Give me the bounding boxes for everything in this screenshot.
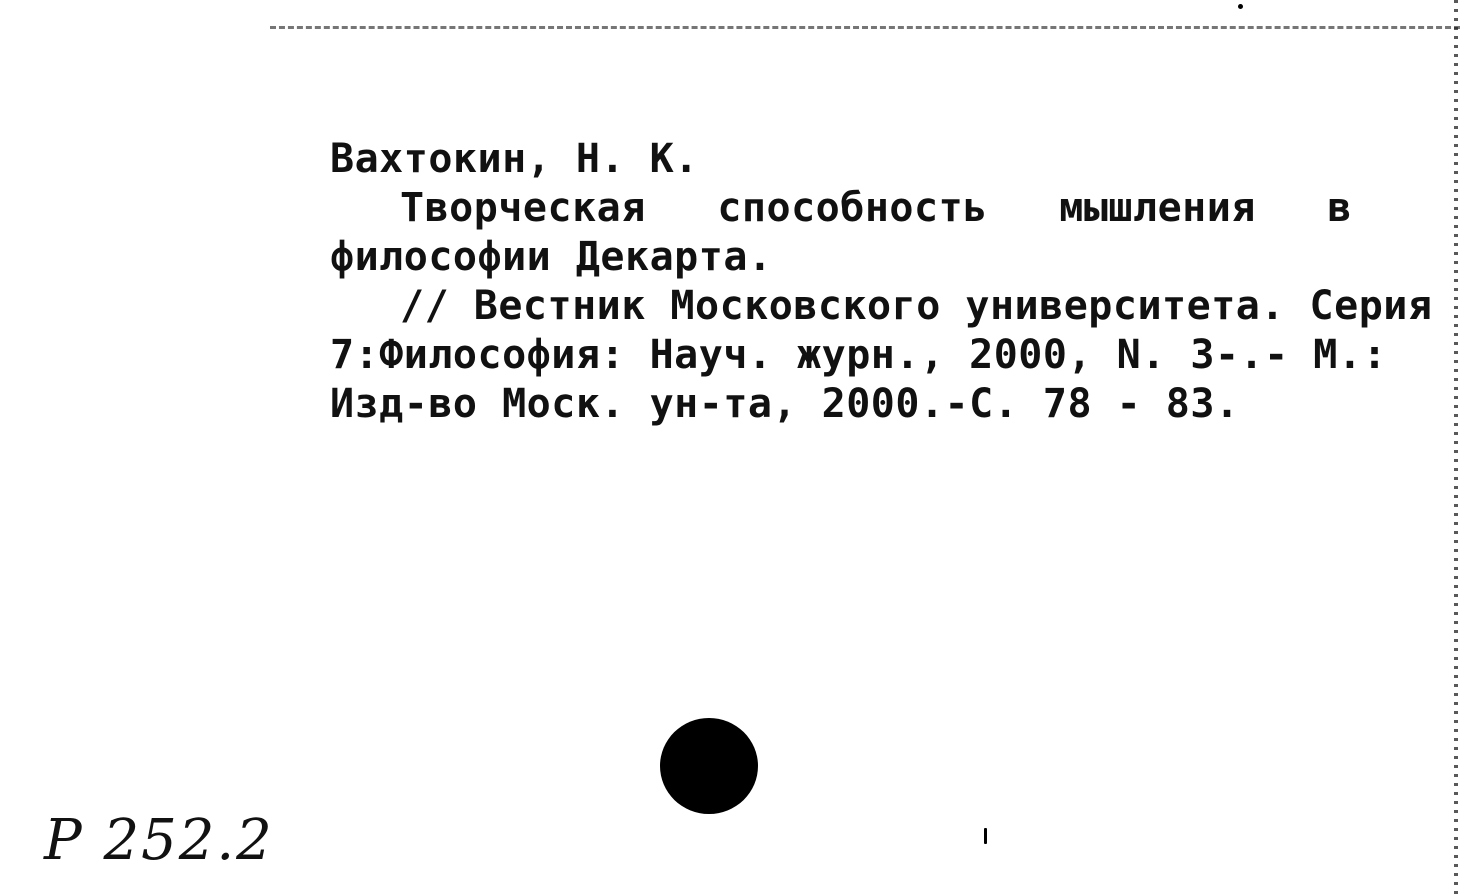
bibliographic-entry <box>330 135 1440 429</box>
source-line-2: 7:Философия: Науч. журн., 2000, N. 3-.- М.: <box>330 332 1388 378</box>
source-line-3: Изд-во Моск. ун-та, 2000.-С. 78 - 83. <box>330 381 1240 427</box>
scan-speck <box>1238 4 1243 9</box>
scan-speck <box>984 828 987 844</box>
card-edge <box>1454 0 1458 896</box>
title-line-1 <box>330 184 1440 233</box>
source-line-1: // Вестник Московского университета. Серия <box>400 283 1433 329</box>
top-rule <box>270 26 1460 29</box>
author: Вахтокин, Н. К. <box>330 136 699 182</box>
title-word: Творческая <box>400 185 646 231</box>
title-word: мышления <box>1059 185 1256 231</box>
shelf-mark: Р 252.2 <box>44 808 274 873</box>
punch-hole <box>660 718 758 814</box>
title-word: в <box>1327 185 1352 231</box>
title-word: способность <box>717 185 988 231</box>
title-line-2: философии Декарта. <box>330 234 773 280</box>
